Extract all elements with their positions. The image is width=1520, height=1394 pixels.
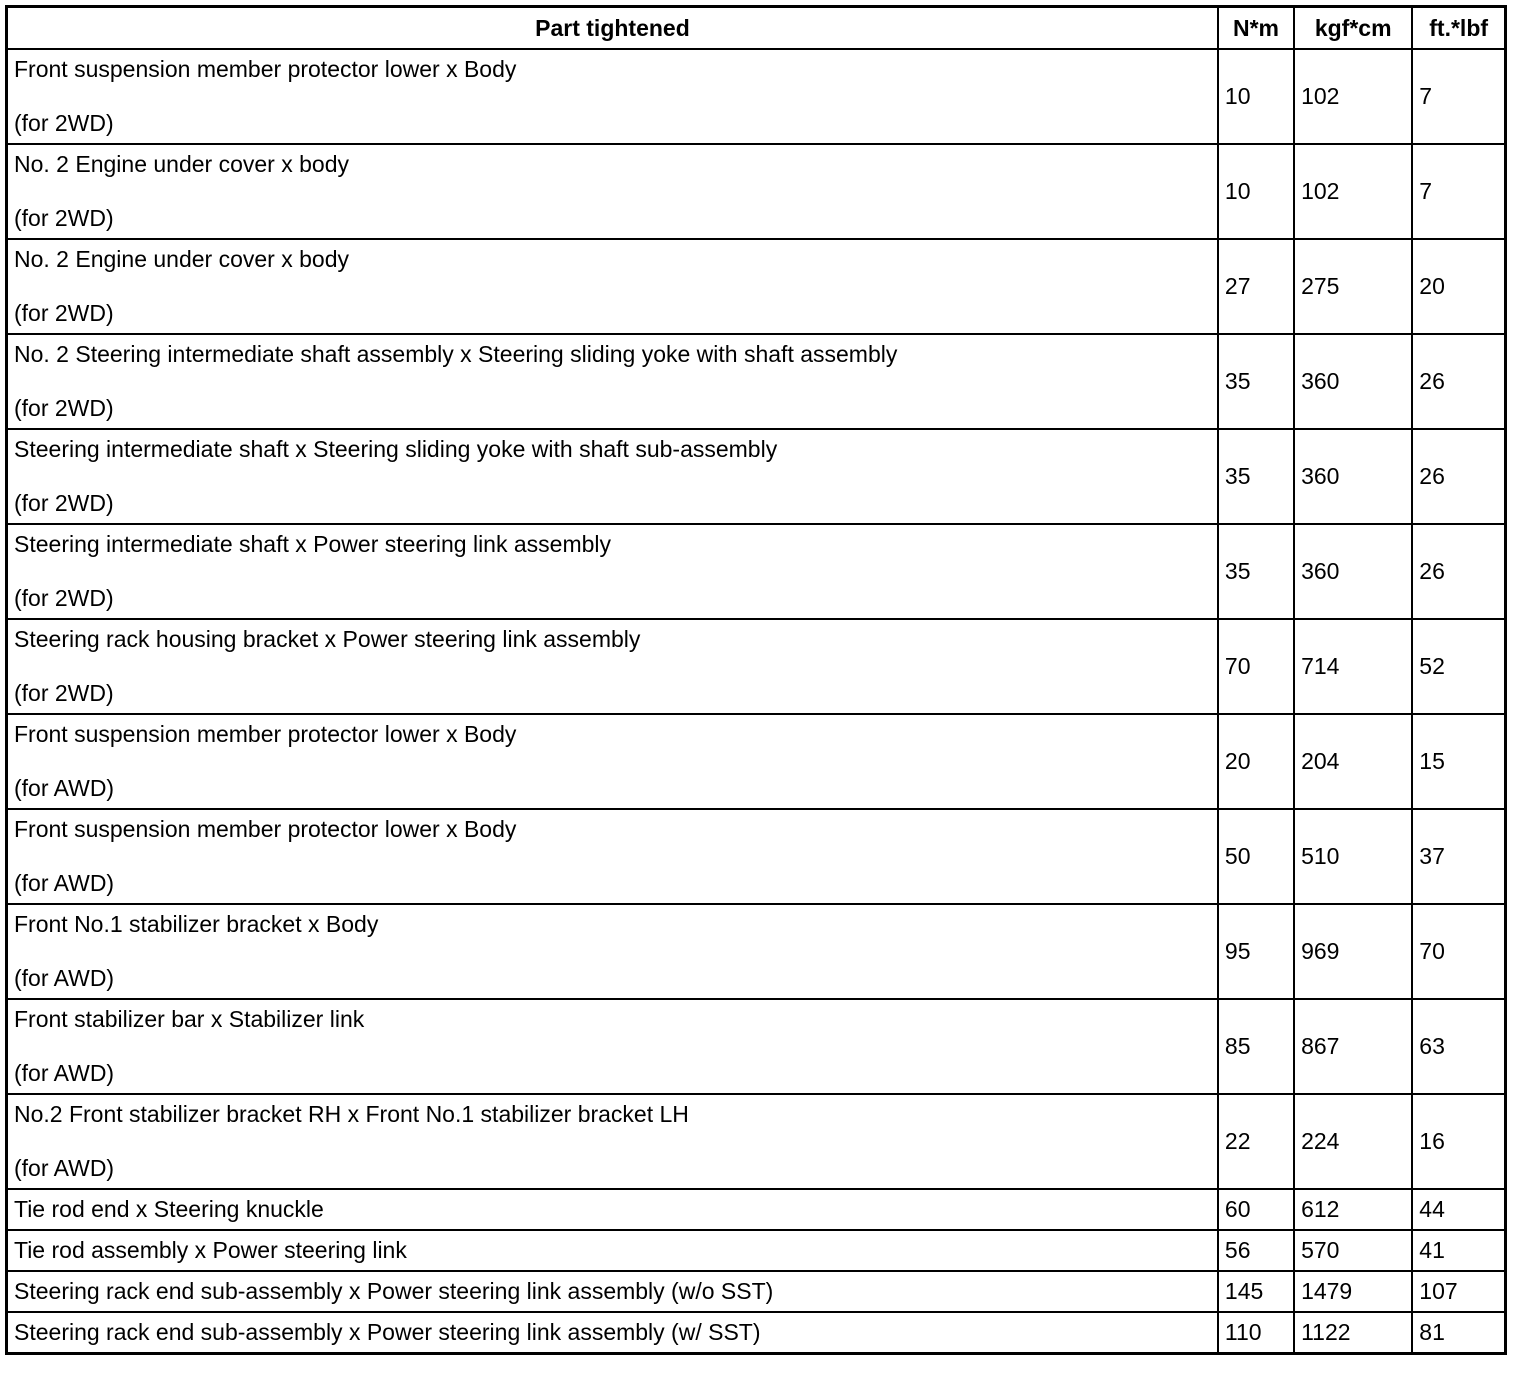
part-cell: [7, 334, 1218, 429]
kgf-cell: 1479: [1294, 1271, 1412, 1312]
nm-cell: 10: [1218, 49, 1294, 144]
part-cell: [7, 1271, 1218, 1312]
part-name: Steering rack housing bracket x Power steering link assembly: [14, 626, 641, 652]
table-row: [7, 1230, 1506, 1271]
ft-cell: 26: [1412, 429, 1505, 524]
ft-cell: 70: [1412, 904, 1505, 999]
table-row: [7, 1312, 1506, 1354]
nm-cell: 85: [1218, 999, 1294, 1094]
table-row: [7, 1189, 1506, 1230]
part-name: Steering rack end sub-assembly x Power steering link assembly (w/o SST): [14, 1278, 774, 1304]
part-note: (for 2WD): [14, 585, 114, 611]
table-row: [7, 809, 1506, 904]
part-note: (for AWD): [14, 1060, 115, 1086]
part-note: (for AWD): [14, 965, 115, 991]
part-name: No. 2 Steering intermediate shaft assembly x Steering sliding yoke with shaft assembly: [14, 341, 898, 367]
ft-cell: 26: [1412, 334, 1505, 429]
part-cell: [7, 904, 1218, 999]
ft-cell: 16: [1412, 1094, 1505, 1189]
table-row: [7, 239, 1506, 334]
table-row: [7, 904, 1506, 999]
part-cell: [7, 524, 1218, 619]
part-cell: [7, 1312, 1218, 1354]
torque-spec-table: [5, 5, 1507, 1355]
part-cell: [7, 999, 1218, 1094]
ft-cell: 20: [1412, 239, 1505, 334]
kgf-cell: 360: [1294, 524, 1412, 619]
table-row: [7, 619, 1506, 714]
kgf-cell: 275: [1294, 239, 1412, 334]
ft-cell: 52: [1412, 619, 1505, 714]
nm-cell: 56: [1218, 1230, 1294, 1271]
kgf-cell: 360: [1294, 429, 1412, 524]
ft-cell: 63: [1412, 999, 1505, 1094]
kgf-cell: 102: [1294, 49, 1412, 144]
part-note: (for 2WD): [14, 490, 114, 516]
part-cell: [7, 239, 1218, 334]
kgf-cell: 969: [1294, 904, 1412, 999]
part-cell: [7, 714, 1218, 809]
part-note: (for 2WD): [14, 395, 114, 421]
ft-cell: 7: [1412, 49, 1505, 144]
nm-cell: 50: [1218, 809, 1294, 904]
part-cell: [7, 1230, 1218, 1271]
nm-cell: 35: [1218, 524, 1294, 619]
ft-cell: 26: [1412, 524, 1505, 619]
nm-cell: 10: [1218, 144, 1294, 239]
part-note: (for AWD): [14, 1155, 115, 1181]
nm-cell: 60: [1218, 1189, 1294, 1230]
ft-cell: 44: [1412, 1189, 1505, 1230]
part-cell: [7, 49, 1218, 144]
nm-cell: 22: [1218, 1094, 1294, 1189]
part-name: No. 2 Engine under cover x body: [14, 246, 349, 272]
kgf-cell: 510: [1294, 809, 1412, 904]
table-body: [7, 49, 1506, 1354]
part-name: Front No.1 stabilizer bracket x Body: [14, 911, 379, 937]
header-part: Part tightened: [7, 7, 1218, 50]
part-name: Tie rod assembly x Power steering link: [14, 1237, 407, 1263]
ft-cell: 107: [1412, 1271, 1505, 1312]
part-name: Steering intermediate shaft x Power steering link assembly: [14, 531, 612, 557]
header-row: [7, 7, 1506, 50]
table-row: [7, 49, 1506, 144]
part-cell: [7, 809, 1218, 904]
kgf-cell: 714: [1294, 619, 1412, 714]
kgf-cell: 570: [1294, 1230, 1412, 1271]
table-row: [7, 334, 1506, 429]
part-cell: [7, 1189, 1218, 1230]
part-name: Steering intermediate shaft x Steering sliding yoke with shaft sub-assembly: [14, 436, 778, 462]
ft-cell: 81: [1412, 1312, 1505, 1354]
ft-cell: 15: [1412, 714, 1505, 809]
part-name: Front suspension member protector lower x Body: [14, 721, 517, 747]
nm-cell: 145: [1218, 1271, 1294, 1312]
table-row: [7, 1094, 1506, 1189]
part-note: (for AWD): [14, 775, 115, 801]
part-note: (for 2WD): [14, 205, 114, 231]
part-name: Front stabilizer bar x Stabilizer link: [14, 1006, 365, 1032]
part-cell: [7, 619, 1218, 714]
part-name: Front suspension member protector lower x Body: [14, 816, 517, 842]
kgf-cell: 612: [1294, 1189, 1412, 1230]
part-cell: [7, 1094, 1218, 1189]
table-row: [7, 714, 1506, 809]
header-nm: N*m: [1218, 7, 1294, 50]
kgf-cell: 360: [1294, 334, 1412, 429]
part-note: (for 2WD): [14, 300, 114, 326]
part-name: No. 2 Engine under cover x body: [14, 151, 349, 177]
table-row: [7, 144, 1506, 239]
part-note: (for 2WD): [14, 680, 114, 706]
nm-cell: 35: [1218, 334, 1294, 429]
part-cell: [7, 144, 1218, 239]
kgf-cell: 224: [1294, 1094, 1412, 1189]
ft-cell: 37: [1412, 809, 1505, 904]
table-row: [7, 1271, 1506, 1312]
part-note: (for 2WD): [14, 110, 114, 136]
part-cell: [7, 429, 1218, 524]
kgf-cell: 102: [1294, 144, 1412, 239]
part-name: Tie rod end x Steering knuckle: [14, 1196, 324, 1222]
nm-cell: 27: [1218, 239, 1294, 334]
kgf-cell: 204: [1294, 714, 1412, 809]
ft-cell: 7: [1412, 144, 1505, 239]
part-name: Front suspension member protector lower x Body: [14, 56, 517, 82]
table-row: [7, 524, 1506, 619]
nm-cell: 35: [1218, 429, 1294, 524]
header-kgf: kgf*cm: [1294, 7, 1412, 50]
part-name: No.2 Front stabilizer bracket RH x Front No.1 stabilizer bracket LH: [14, 1101, 689, 1127]
header-ft: ft.*lbf: [1412, 7, 1505, 50]
part-note: (for AWD): [14, 870, 115, 896]
table-row: [7, 999, 1506, 1094]
nm-cell: 20: [1218, 714, 1294, 809]
part-name: Steering rack end sub-assembly x Power steering link assembly (w/ SST): [14, 1319, 761, 1345]
ft-cell: 41: [1412, 1230, 1505, 1271]
nm-cell: 110: [1218, 1312, 1294, 1354]
kgf-cell: 1122: [1294, 1312, 1412, 1354]
nm-cell: 95: [1218, 904, 1294, 999]
kgf-cell: 867: [1294, 999, 1412, 1094]
table-row: [7, 429, 1506, 524]
nm-cell: 70: [1218, 619, 1294, 714]
